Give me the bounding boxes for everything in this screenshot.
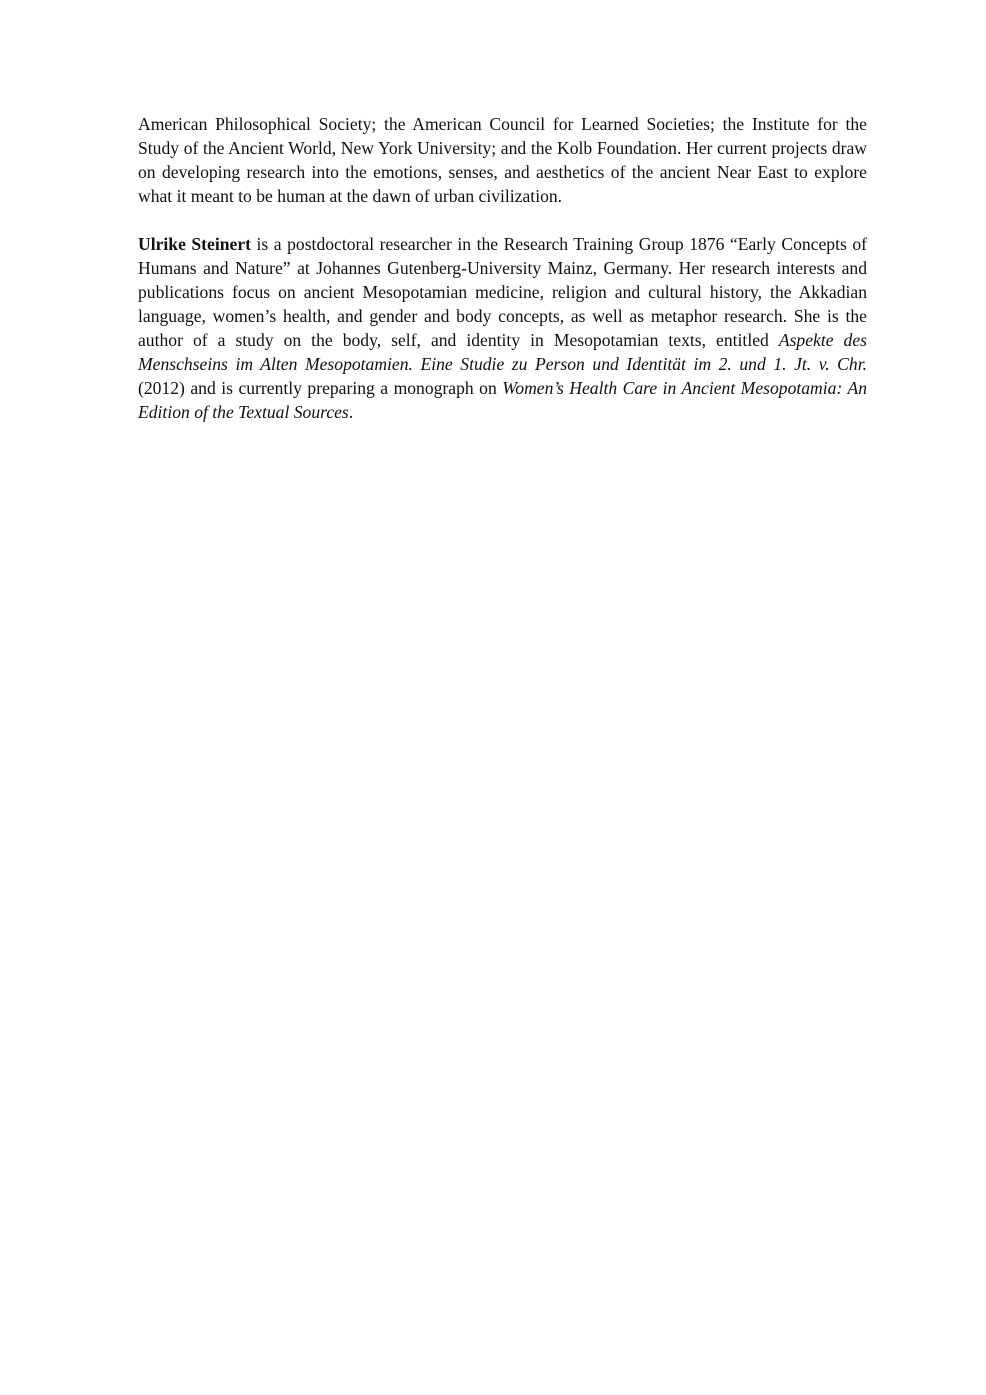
paragraph-text: is a postdoctoral researcher in the Research Training Group 1876 “Early Concepts of Humans and Nature” at Johannes Gutenberg-University Mainz, Germany. Her research interests and publications focus on ancient Mesopotamian medicine, religion and cultural history, the Akkadian language, women’s health, and gender and body concepts, as well as metaphor research. She is the author of a study on the body, self, and identity in Mesopotamian texts, entitled	[138, 234, 867, 350]
book-title: Women’s Health Care in Ancient Mesopotamia: An Edition of the Textual Sources	[138, 378, 868, 422]
body-text	[138, 112, 867, 424]
bio-paragraph-steinert	[138, 232, 867, 424]
bio-paragraph-continued	[138, 112, 867, 208]
author-name: Ulrike Steinert	[138, 234, 252, 254]
paragraph-text: .	[348, 402, 354, 422]
paragraph-text: (2012) and is currently preparing a monograph on	[138, 378, 503, 398]
paragraph-text: American Philosophical Society; the American Council for Learned Societies; the Institute for the Study of the Ancient World, New York University; and the Kolb Foundation. Her current projects draw on developing research into the emotions, senses, and aesthetics of the ancient Near East to explore what it meant to be human at the dawn of urban civilization.	[138, 114, 867, 206]
book-title: Aspekte des Menschseins im Alten Mesopotamien. Eine Studie zu Person und Identität im 2. und 1. Jt. v. Chr.	[138, 330, 867, 374]
